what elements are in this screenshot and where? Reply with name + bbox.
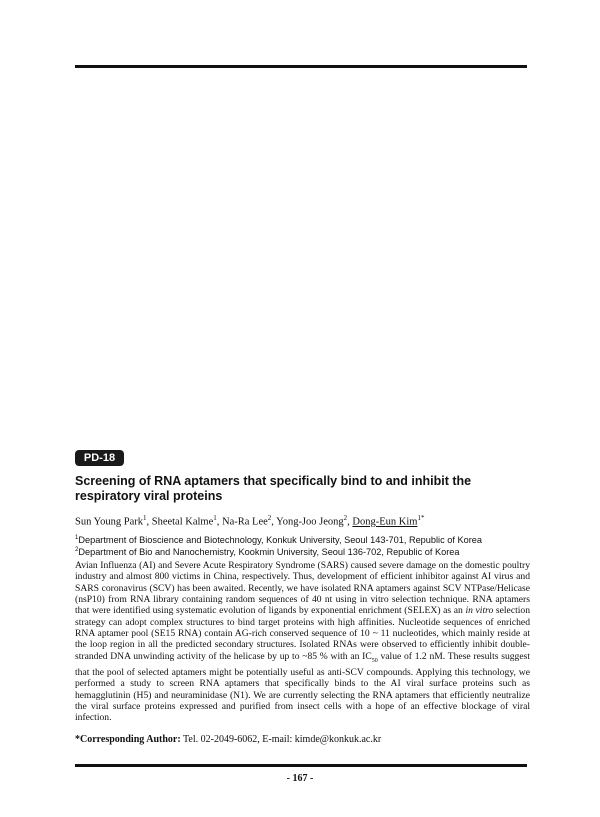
author-name: Yong-Joo Jeong — [276, 516, 344, 528]
affiliation-2 — [75, 544, 535, 558]
affiliation-text: Department of Bio and Nanochemistry, Kookmin University, Seoul 136-702, Republic of Korea — [78, 547, 460, 558]
author-affiliation-mark: 1* — [417, 514, 425, 522]
session-badge: PD-18 — [75, 450, 124, 466]
corresponding-author-name: Dong-Eun Kim — [352, 516, 418, 528]
affiliation-text: Department of Bioscience and Biotechnology, Konkuk University, Seoul 143-701, Republic of Korea — [78, 535, 482, 546]
paper-title: Screening of RNA aptamers that specifically bind to and inhibit the respiratory viral proteins — [75, 474, 472, 503]
page-number: - 167 - — [286, 773, 314, 784]
abstract-italic: in vitro — [465, 605, 494, 617]
abstract-text: Avian Influenza (AI) and Severe Acute Respiratory Syndrome (SARS) caused severe damage on the domestic poultry industry and almost 800 victims in China, respectively. Thus, development of efficient inhibitor against AI virus and SARS coronavirus (SCV) has been awaited. Recently, we have isolated RNA aptamers against SCV NTPase/Helicase (nsP10) from RNA library containing random sequences of 40 nt using in vitro selection technique. RNA aptamers that were identified using systematic evolution of ligands by exponential enrichment (SELEX) as an — [75, 560, 530, 617]
affiliation-mark: 1 — [75, 535, 79, 541]
affiliation-mark: 2 — [75, 547, 79, 553]
corresponding-contact: Tel. 02-2049-6062, E-mail: kimde@konkuk.ac.kr — [180, 734, 382, 745]
abstract-text: selection strategy can adopt complex structures to bind target proteins with high affinities. Nucleotide sequences of enriched RNA aptamer pool (SE15 RNA) contain AG-rich conserved sequence of 10 ~ 11 nucleotides, which mainly reside at the loop region in all the predicted secondary structures. Isolated RNAs were observed to efficiently inhibit double-stranded DNA unwinding activity of the helicase by up to ~85 % with an IC — [75, 605, 530, 662]
author-affiliation-mark: 2 — [267, 514, 272, 522]
author-name: Sheetal Kalme — [151, 516, 214, 528]
top-rule — [75, 65, 527, 68]
author-affiliation-mark: 1 — [142, 514, 147, 522]
abstract-text: value of 1.2 nM. These results suggest that the pool of selected aptamers might be potentially useful as anti-SCV compounds. Applying this technology, we performed a study to screen RNA aptamers that specifically binds to the AI viral surface proteins such as hemagglutinin (H5) and neuraminidase (N1). We are currently selecting the RNA aptamers that efficiently neutralize the viral surface proteins expressed and purified from insect cells with a hope of an effective blockage of viral infection. — [75, 650, 530, 724]
author-list: Sun Young Park$^1$, Sheetal Kalme$^1$, Na-Ra Lee$^2$, Yong-Joo Jeong$^2$, Dong-Eun Kim$^{1*}$ — [75, 514, 425, 528]
author-name: Na-Ra Lee — [222, 516, 268, 528]
author-affiliation-mark: 2 — [343, 514, 348, 522]
abstract — [75, 560, 530, 724]
author-affiliation-mark: 1 — [213, 514, 217, 522]
bottom-rule — [75, 764, 527, 767]
abstract-subscript: 50 — [371, 657, 378, 664]
author-name: Sun Young Park — [75, 516, 143, 528]
corresponding-author-info — [75, 734, 535, 746]
corresponding-label: *Corresponding Author: — [75, 734, 181, 745]
